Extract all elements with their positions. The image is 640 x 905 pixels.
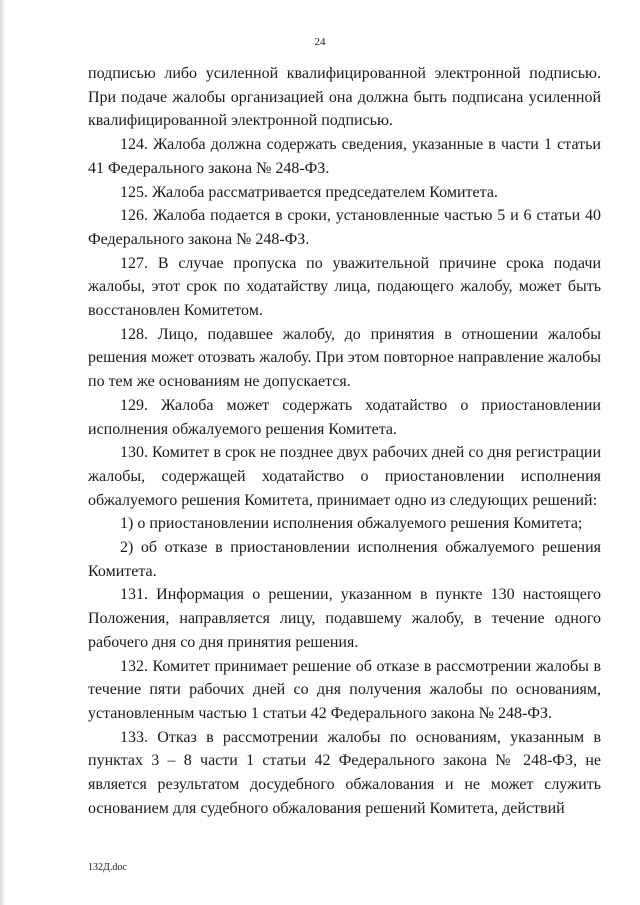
paragraph-125: 125. Жалоба рассматривается председателем Комитета. xyxy=(120,183,498,201)
paragraph-131: 131. Информация о решении, указанном в пункте 130 настоящего Положения, направляется лицу, подавшему жалобу, в течение одного рабочего дня со дня принятия решения. xyxy=(88,586,601,651)
list-item-1: 1) о приостановлении исполнения обжалуемого решения Комитета; xyxy=(120,515,583,533)
paragraph-130: 130. Комитет в срок не позднее двух рабочих дней со дня регистрации жалобы, содержащей ходатайство о приостановлении исполнения обжалуемого решения Комитета, принимает одно из следующих решений: xyxy=(88,444,601,509)
paragraph-127: 127. В случае пропуска по уважительной причине срока подачи жалобы, этот срок по ходатайству лица, подающего жалобу, может быть восстановлен Комитетом. xyxy=(88,254,601,320)
page-number: 24 xyxy=(314,36,326,48)
paragraph-129: 129. Жалоба может содержать ходатайство о приостановлении исполнения обжалуемого решения Комитета. xyxy=(88,396,601,438)
paragraph-132: 132. Комитет принимает решение об отказе в рассмотрении жалобы в течение пяти рабочих дней со дня получения жалобы по основаниям, установленным частью 1 статьи 42 Федерального закона № 248-ФЗ. xyxy=(88,657,601,722)
footer-filename: 132Д.doc xyxy=(88,862,127,873)
paragraph-124: 124. Жалоба должна содержать сведения, указанные в части 1 статьи 41 Федерального закона № 248-ФЗ. xyxy=(88,136,601,177)
paragraph-126: 126. Жалоба подается в сроки, установленные частью 5 и 6 статьи 40 Федерального закона № 248-ФЗ. xyxy=(88,207,601,248)
list-item-2: 2) об отказе в приостановлении исполнения обжалуемого решения Комитета. xyxy=(88,539,601,580)
paragraph-128: 128. Лицо, подавшее жалобу, до принятия в отношении жалобы решения может отозвать жалобу. При этом повторное направление жалобы по тем же основаниям не допускается. xyxy=(88,325,601,391)
paragraph-continuation: подписью либо усиленной квалифицированной электронной подписью. При подаче жалобы организацией она должна быть подписана усиленной квалифицированной электронной подписью. xyxy=(88,65,601,130)
document-body xyxy=(88,62,601,821)
paragraph-133: 133. Отказ в рассмотрении жалобы по основаниям, указанным в пунктах 3 – 8 части 1 статьи 42 Федерального закона № 248-ФЗ, не является результатом досудебного обжалования и не может служить основанием для судебного обжалования решений Комитета, действий xyxy=(88,728,601,817)
scan-edge xyxy=(0,0,6,905)
